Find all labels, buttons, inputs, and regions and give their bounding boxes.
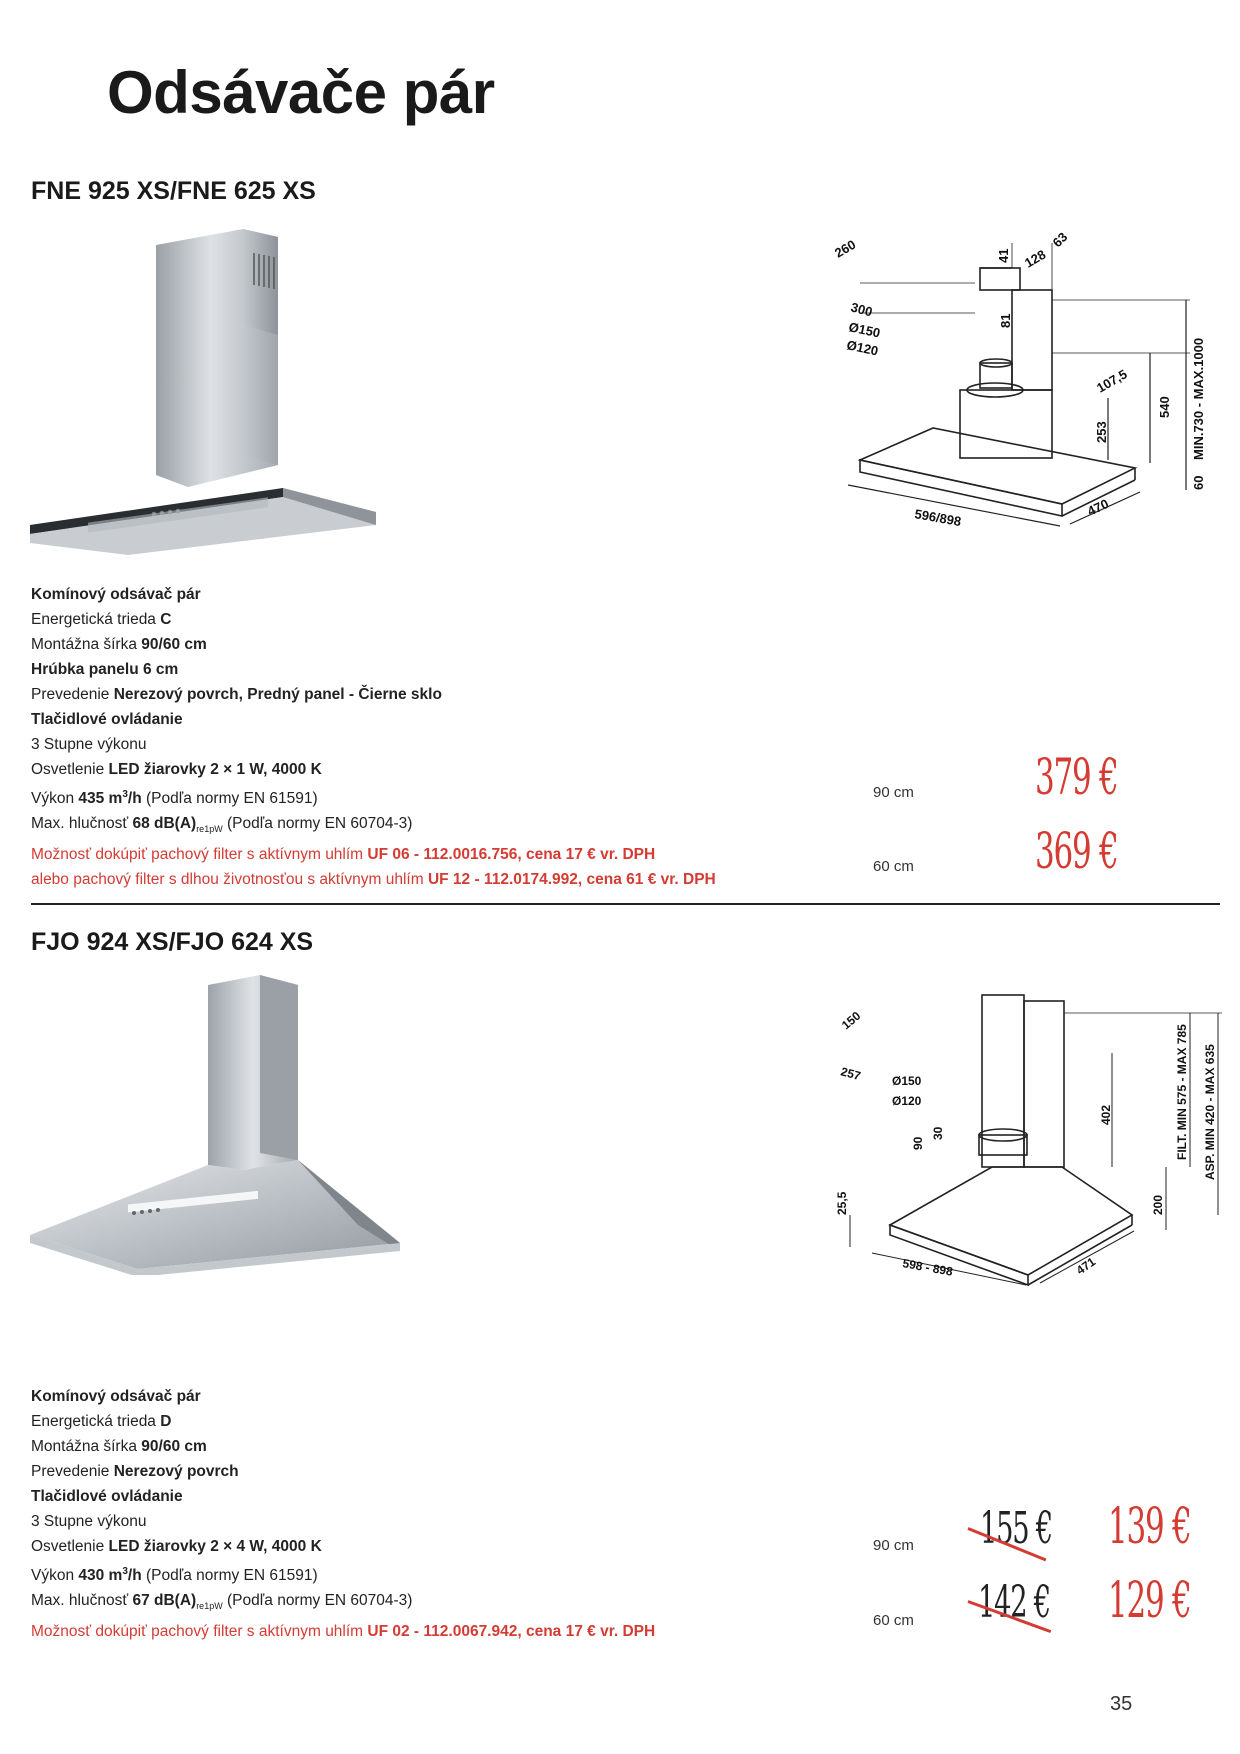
product1-diagram	[830, 228, 1222, 543]
spec-label: Montážna šírka	[31, 636, 142, 653]
spec-label: Energetická trieda	[31, 1413, 161, 1430]
dim-402: 402	[1099, 1104, 1113, 1125]
spec-label: Osvetlenie	[31, 1538, 109, 1555]
dim-150: 150	[838, 1008, 864, 1033]
spec-power-sup: 3	[122, 789, 128, 800]
spec-finish: Nerezový povrch	[113, 1463, 239, 1480]
dim-25-5: 25,5	[835, 1191, 849, 1215]
spec-filter2: UF 12 - 112.0174.992, cena 61 € vr. DPH	[427, 871, 716, 889]
spec-speeds: 3 Stupne výkonu	[31, 736, 147, 753]
spec-noise: 67 dB(A)	[132, 1592, 197, 1610]
spec-label: Prevedenie	[31, 686, 114, 703]
product1-price-90: 379 €	[1035, 748, 1118, 806]
dim-30: 30	[931, 1126, 945, 1140]
dim-253: 253	[1094, 421, 1109, 443]
spec-noise-norm: (Podľa normy EN 60704-3)	[222, 815, 413, 833]
spec-noise-sub: re1pW	[196, 1601, 223, 1612]
product2-old-price-90: 155 €	[980, 1503, 1052, 1554]
spec-power-sup: 3	[122, 1566, 128, 1577]
spec-power	[78, 790, 141, 807]
dim-257: 257	[839, 1064, 863, 1084]
spec-panel: Hrúbka panelu 6 cm	[31, 661, 179, 678]
dim-min-max: MIN.730 - MAX.1000	[1191, 337, 1206, 460]
spec-power-unit: /h	[127, 1567, 142, 1585]
dim-filt: FILT. MIN 575 - MAX 785	[1175, 1024, 1189, 1160]
dim-81: 81	[998, 313, 1013, 328]
spec-type: Komínový odsávač pár	[31, 1388, 201, 1405]
dim-90: 90	[911, 1136, 925, 1150]
dim-d150: Ø150	[847, 319, 882, 341]
product1-size-90: 90 cm	[873, 784, 914, 801]
spec-label: Energetická trieda	[31, 611, 161, 628]
dim-128: 128	[1022, 246, 1049, 271]
product2-photo	[28, 975, 408, 1275]
spec-filter-label: Možnosť dokúpiť pachový filter s aktívnym uhlím	[31, 1623, 368, 1641]
dim-d120: Ø120	[892, 1094, 922, 1108]
spec-label: Prevedenie	[31, 1463, 114, 1480]
spec-power-value: 435 m	[78, 790, 123, 808]
spec-label: Montážna šírka	[31, 1438, 142, 1455]
spec-noise-sub: re1pW	[196, 824, 223, 835]
dim-300: 300	[849, 299, 875, 320]
spec-filter: UF 06 - 112.0016.756, cena 17 € vr. DPH	[367, 846, 656, 864]
page-number: 35	[1110, 1693, 1133, 1715]
product2-size-90: 90 cm	[873, 1537, 914, 1554]
dim-260: 260	[832, 236, 859, 261]
dim-63: 63	[1049, 229, 1071, 251]
spec-power	[78, 1567, 141, 1584]
spec-power-unit: /h	[127, 790, 142, 808]
product1-model-title: FNE 925 XS/FNE 625 XS	[31, 177, 316, 205]
spec-control: Tlačidlové ovládanie	[31, 711, 183, 728]
dim-200: 200	[1151, 1194, 1165, 1215]
product1-photo	[28, 225, 380, 555]
dim-asp: ASP. MIN 420 - MAX 635	[1203, 1044, 1217, 1180]
dim-d150: Ø150	[892, 1074, 922, 1088]
spec-filter-label: Možnosť dokúpiť pachový filter s aktívnym uhlím	[31, 846, 368, 864]
spec-width: 90/60 cm	[141, 1438, 207, 1455]
spec-filter2-label: alebo pachový filter s dlhou životnosťou s aktívnym uhlím	[31, 871, 428, 889]
product1-price-60: 369 €	[1035, 822, 1118, 880]
spec-power-value: 430 m	[78, 1567, 123, 1585]
dim-60: 60	[1191, 475, 1206, 490]
page-title: Odsávače pár	[107, 59, 495, 126]
spec-filter: UF 02 - 112.0067.942, cena 17 € vr. DPH	[367, 1623, 656, 1641]
dim-107-5: 107,5	[1094, 366, 1130, 396]
product2-model-title: FJO 924 XS/FJO 624 XS	[31, 928, 314, 956]
spec-noise: 68 dB(A)	[132, 815, 197, 833]
spec-label: Max. hlučnosť	[31, 1592, 133, 1610]
product2-old-price-60: 142 €	[978, 1577, 1050, 1628]
spec-label: Max. hlučnosť	[31, 815, 133, 833]
spec-label: Výkon	[31, 1567, 79, 1585]
product2-diagram	[830, 985, 1222, 1290]
section-divider	[31, 903, 1220, 905]
product2-specs	[31, 1384, 655, 1644]
spec-label: Výkon	[31, 790, 79, 808]
dim-470: 470	[1084, 495, 1111, 519]
dim-540: 540	[1157, 396, 1172, 418]
dim-d120: Ø120	[845, 337, 880, 359]
spec-control: Tlačidlové ovládanie	[31, 1488, 183, 1505]
dim-598-898: 598 - 898	[901, 1256, 954, 1279]
spec-label: Osvetlenie	[31, 761, 109, 778]
dim-41: 41	[996, 248, 1011, 263]
product1-specs	[31, 582, 716, 892]
spec-power-norm: (Podľa normy EN 61591)	[141, 1567, 318, 1585]
spec-noise-norm: (Podľa normy EN 60704-3)	[222, 1592, 413, 1610]
spec-width: 90/60 cm	[141, 636, 207, 653]
spec-type: Komínový odsávač pár	[31, 586, 201, 603]
product1-size-60: 60 cm	[873, 858, 914, 875]
product2-size-60: 60 cm	[873, 1612, 914, 1629]
dim-596-898: 596/898	[913, 506, 963, 530]
spec-speeds: 3 Stupne výkonu	[31, 1513, 147, 1530]
spec-energy-class: C	[160, 611, 172, 628]
product2-price-90: 139 €	[1108, 1497, 1191, 1555]
spec-energy-class: D	[160, 1413, 172, 1430]
spec-lighting: LED žiarovky 2 × 4 W, 4000 K	[108, 1538, 322, 1555]
dim-471: 471	[1073, 1254, 1099, 1278]
spec-lighting: LED žiarovky 2 × 1 W, 4000 K	[108, 761, 322, 778]
product2-price-60: 129 €	[1108, 1571, 1191, 1629]
spec-power-norm: (Podľa normy EN 61591)	[141, 790, 318, 808]
spec-finish: Nerezový povrch, Predný panel - Čierne sklo	[113, 686, 442, 703]
